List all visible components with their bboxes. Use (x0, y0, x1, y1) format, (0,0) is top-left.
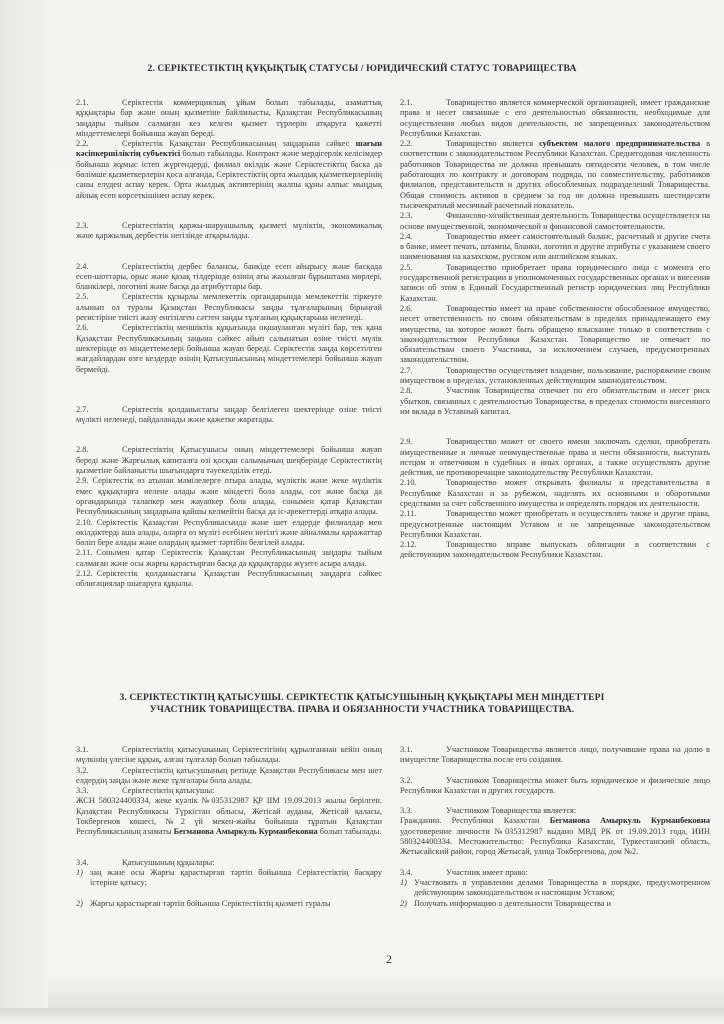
scan-edge-shadow (0, 0, 48, 1024)
clause-2-12-ru: 2.12. Товарищество вправе выпускать облигации в соответствии с действующим законодательством Республики Казахстан. (400, 540, 710, 560)
clause-3-1-kz: 3.1. Серіктестіктің қатысушының Серіктестігінің құрылғаннан кейін оның мүлкінің үлесіне құқық, алған тұлғалар болып табылады. (76, 745, 382, 765)
clause-2-4-kz: 2.4. Серіктестіктің дербес балансы, банкіде есеп айырысу және басқада есеп-шоттары, орыс және қазақ тілдерінде өзінің аты жазылған бұрыштама мөрлері, бланкілері, логотипі және басқа да атрибуттары бар. (76, 261, 382, 292)
section-3-title: 3. СЕРІКТЕСТІКТІҢ ҚАТЫСУШЫ. СЕРІКТЕСТІК ҚАТЫСУШЫНЫҢ ҚҰҚЫҚТАРЫ МЕН МІНДЕТТЕРІ УЧАСТНИК ТОВАРИЩЕСТВА. ПРАВА И ОБЯЗАННОСТИ УЧАСТНИКА ТОВАРИЩЕСТВА. (119, 692, 605, 715)
clause-2-2-kz: 2.2. Серіктестік Қазақстан Республикасының заңдарына сәйкес шағын кәсіпкершіліктің субъектісі болып табылады. Контракт және мердігерлік келісімдер бойынша жұмыс істеп жүргендерді, филиал өкілдік және Серіктестіктің баска да бөлімше қызметкерлерін қоса алғанда, Серіктестіктің орта жылдық қызметкерлерінің саны елуден аспау керек. Орта жылдық активтерінің жалпы құны алпыс мыңдық айлық есеп көрсеткішінен аспау керек. (76, 139, 382, 200)
clause-2-1-kz: 2.1. Серіктестік коммерциялық ұйым болып табылады, азаматтық құқықтары бар және оның қызметіне байланысты, Қазақстан Республикасының заңдары тыйым салмаған кез келген қызмет түрлерін атқаруға қажетті міндеттемелері бойынша жауап береді. (76, 98, 382, 138)
clause-3-2-ru: 3.2. Участником Товарищества может быть юридическое и физическое лицо Республики Казахстан и других государств. (400, 775, 710, 795)
list-item: 1) заң және осы Жарғы қарастырған тәртіп бойынша Серіктестіктің басқару істеріне қатысу; (76, 867, 382, 888)
clause-2-8-kz: 2.8. Серіктестіктің Қатысушысы оның міндеттемелері бойынша жауап береді және Жарғылық капиталға өзі қосқан салымының шеңберінде Серіктестіктің қызметіне байланысты шығындарға тәуекелділік етеді. (76, 445, 382, 476)
clause-2-9-kz: 2.9. Серіктестік өз атынан мәмілелерге отыра алады, мүліктік және жеке мүліктік емес құқықтарға иелене алады және міндетті бола алады, сот және басқа да органдарында талапкер мен жауапкер бола алады, сонымен қатар Қазақстан Республикасының заңдарына қайшы келмейтін басқа да іс-әрекеттерді атқара алады. (76, 476, 382, 517)
clause-2-6-kz: 2.6. Серіктестіктің меншіктік құқығында оқшауланған мүлігі бар, тек қана Қазақстан Республикасының заңына сәйкес айып салынатын өзіне тиісті мүлік шектерінде өз міндеттемелері бойынша жауап береді. Серіктестік заңда көрсетілген жағдайлардан өзге кездерде өзінің Қатысушысының міндеттемелері бойынша жауап бермейді. (76, 323, 382, 374)
clause-2-8-ru: 2.8. Участник Товарищества отвечает по его обязательствам и несет риск убытков, связанных с деятельностью Товарищества, в пределах стоимости внесенного им вклада в Уставный капитал. (400, 386, 710, 416)
section-2-title: 2. СЕРІКТЕСТІКТІҢ ҚҰҚЫҚТЫҚ СТАТУСЫ / ЮРИДИЧЕСКИЙ СТАТУС ТОВАРИЩЕСТВА (147, 63, 577, 74)
clause-2-5-kz: 2.5. Серіктестік құзырлы мемлекеттік органдарында мемлекеттік тіркеуге алынып ол туралы Қазақстан Республикасы заңды тұлғаларының бірыңғай регистіріне тиісті жазу енгізілген сәттен заңды тұлғаның құқықтарына иеленеді. (76, 292, 382, 323)
clause-2-6-ru: 2.6. Товарищество имеет на праве собственности обособленное имущество, несет ответственность по своим обязательствам в пределах принадлежащего ему имущества, на которое может быть обращено взыскание только в соответствии с законодательством Республики Казахстан. Товарищество не отвечает по обязательствам своего Участника, за исключением случаев, предусмотренных законодательством. (400, 303, 710, 365)
clause-2-7-kz: 2.7. Серіктестік қолданыстағы заңдар белгілеген шектерінде өзіне тиісті мүлікті иеленеді, пайдаланады және қажетке жаратады. (76, 404, 382, 425)
clause-3-3-ru: 3.3. Участником Товарищества является: (400, 806, 577, 816)
clause-2-4-ru: 2.4. Товарищество имеет самостоятельный баланс, расчетный и другие счета в банке, имеет печать, штампы, бланки, логотип и другие атрибуты с указанием своего наименования на казахском, русском или английском языках. (400, 231, 710, 262)
clause-3-4-kz: 3.4. Қатысушының құқылары: (76, 857, 215, 867)
section-3-kazakh-column (76, 745, 382, 909)
participant-details-ru: Гражданин. Республики Казахстан Бегманова Амыркуль Курманбековна удостоверение личности №035312987 выдано МВД РК от 19.09.2013 года, ИИН 580324400334. Местожительство: Республика Казахстан, Туркестанский область, Жетысайский район, город Жетысай, улица Токбергенова, дом №2. (400, 816, 710, 857)
list-item: 2) Жарғы қарастырған тәртіп бойынша Серіктестіктің қызметі туралы (76, 898, 331, 908)
page-number: 2 (386, 952, 392, 966)
clause-3-2-kz: 3.2. Серіктестіктің қатысушының ретінде Қазақстан Республикасы мен шет елдердің заңды және жеке тұлғалары бола алады. (76, 765, 382, 785)
clause-2-12-kz: 2.12. Серіктестік қолданыстағы Қазақстан Республикасының заңдарға сәйкес облигациялар шығаруға құқылы. (76, 568, 382, 589)
clause-2-10-kz: 2.10. Серіктестік Қазақстан Республикасында және шет елдерде филиалдар мен өкілдіктерді аша алады, оларға өз мүлігі есебінен негізгі және айналмалы қаражаттар бөліп бере алады және олардың қызмет тәртібін белгілей алады. (76, 517, 382, 548)
clause-3-3-kz: 3.3. Серіктестіктің қатысушы: (76, 786, 215, 796)
section-3-russian-column (400, 745, 710, 909)
scan-bottom-shadow (0, 1008, 724, 1024)
clause-2-11-ru: 2.11. Товарищество может приобретать и осуществлять также и другие права, предусмотренные настоящим Уставом и не запрещенные законодательством Республики Казахстан. (400, 509, 710, 539)
clause-2-5-ru: 2.5. Товарищество приобретает права юридического лица с момента его государственной регистрации в уполномоченных государственных органах и внесения записи об этом в Единый Государственный регистр юридических лиц Республики Казахстан. (400, 262, 710, 303)
clause-2-2-ru: 2.2. Товарищество является субъектом малого предпринимательства в соответствии с законодательством Республики Казахстан. Среднегодовая численность работников Товарищества не должна превышать пятидесяти человек, в том числе работающих по контракту и договорам подряда, по совместительству, работников филиалов, представительств и других обособленных подразделений Товарищества. Общая стоимость активов в среднем за год не должна превышать шестидесяти тысячекратный месячный расчетный показатель. (400, 139, 711, 210)
participant-details-kz: ЖСН 580324400334, жеке куәлік №035312987 ҚР ІІМ 19.09.2013 жылы берілген. Қазақстан Республикасы Түркістан облысы, Жетісай ауданы, Жетісай қаласы, Токбергенов көшесі, №2 үй мекен-жайы бойынша тұратын Қазақстан Республикасының азаматы Бегманова Амыркуль Курманбековна болып табылады. (76, 796, 382, 837)
clause-2-3-kz: 2.3. Серіктестіктің қаржы-шаруашылық қызметі мүліктік, экономикалық және қаржылық дербестік негізінде атқарылады. (76, 220, 382, 241)
clause-3-4-ru: 3.4. Участник имеет право: (400, 867, 528, 877)
clause-2-9-ru: 2.9. Товарищество может от своего имени заключать сделки, приобретать имущественные и личные неимущественные права и нести обязанности, выступать истцом и ответчиком в судебных и иных органах, а также осуществлять другие действия, не противоречащие законодательству Республики Казахстан. (400, 437, 710, 478)
section-2-russian-column (400, 98, 710, 561)
clause-2-11-kz: 2.11. Сонымен қатар Серіктестік Қазақстан Республикасының заңдары тыйым салмаған және осы жарғы қарастырған басқа да құқықтарды жүзеге асыра алады. (76, 548, 382, 568)
clause-2-1-ru: 2.1. Товарищество является коммерческой организацией, имеет гражданские права и несет связанные с его деятельностью обязанности, необходимые для осуществления любых видов деятельности, не запрещенных законодательством Республики Казахстан. (400, 98, 710, 138)
clause-2-10-ru: 2.10. Товарищество может открывать филиалы и представительства в Республике Казахстан и за рубежом, наделять их основными и оборотными средствами за счет собственного имущества и определять порядок их деятельности. (400, 478, 710, 508)
clause-2-7-ru: 2.7. Товарищество осуществляет владение, пользование, распоряжение своим имуществом в пределах, установленных действующим законодательством. (400, 365, 710, 386)
clause-2-3-ru: 2.3. Финансово-хозяйственная деятельность Товарищества осуществляется на основе имущественной, экономической и финансовой самостоятельности. (400, 211, 710, 231)
list-item: 2) Получать информацию о деятельности Товарищества и (400, 898, 612, 908)
clause-3-1-ru: 3.1. Участником Товарищества является лицо, получившие права на долю в имуществе Товарищества после его создания. (400, 745, 710, 765)
section-2-kazakh-column (76, 98, 382, 590)
list-item: 1) Участвовать в управлении делами Товарищества в порядке, предусмотренном действующим законодательством и настоящим Уставом; (400, 877, 710, 898)
